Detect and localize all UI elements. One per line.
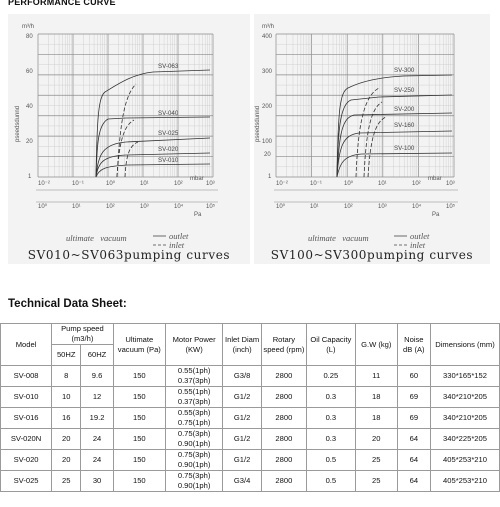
- cell-60hz: 30: [81, 471, 113, 492]
- x-tick-pa: 10⁰: [276, 204, 286, 210]
- motor-line-2: 0.75(1ph): [177, 418, 211, 427]
- col-header-gw: G.W (kg): [355, 324, 397, 366]
- curve-label-sv-025: SV-025: [158, 130, 179, 137]
- cell-noise: 69: [397, 387, 430, 408]
- cell-gw: 25: [355, 471, 397, 492]
- cell-60hz: 24: [81, 429, 113, 450]
- cell-gw: 18: [355, 387, 397, 408]
- x-tick-mbar: 10⁻²: [276, 181, 288, 187]
- cell-inlet: G3/8: [223, 366, 262, 387]
- y-unit-label: m³/h: [262, 24, 274, 30]
- cell-ultimate: 150: [113, 387, 165, 408]
- curve-label-sv-040: SV-040: [158, 110, 179, 117]
- cell-50hz: 20: [52, 450, 81, 471]
- cell-gw: 20: [355, 429, 397, 450]
- y-unit-label: m³/h: [22, 24, 34, 30]
- table-row: [1, 366, 500, 387]
- x-tick-mbar: 10⁰: [344, 181, 354, 187]
- motor-line-2: 0.90(1ph): [177, 439, 211, 448]
- technical-data-table: [0, 323, 500, 492]
- x-tick-mbar: 10⁻²: [38, 181, 50, 187]
- cell-dims: 405*253*210: [431, 450, 500, 471]
- cell-dims: 330*165*152: [431, 366, 500, 387]
- curve-label-sv-160: SV-160: [394, 122, 415, 129]
- cell-inlet: G1/2: [223, 429, 262, 450]
- cell-motor: [165, 450, 222, 471]
- motor-line-2: 0.37(3ph): [177, 376, 211, 385]
- y-tick: 100: [262, 139, 273, 145]
- cell-oil: 0.3: [306, 408, 355, 429]
- x-tick-pa: 10²: [106, 204, 115, 210]
- y-tick: 40: [26, 104, 33, 110]
- x-tick-mbar: 10⁻¹: [310, 181, 322, 187]
- cell-oil: 0.5: [306, 450, 355, 471]
- motor-line-1: 0.55(3ph): [177, 408, 211, 417]
- legend-ultimate-vacuum: ultimate vacuum: [308, 233, 369, 243]
- table-row: [1, 471, 500, 492]
- y-tick: 400: [262, 34, 273, 40]
- legend-inlet: inlet: [169, 240, 185, 250]
- legend-ultimate-vacuum: ultimate vacuum: [66, 233, 127, 243]
- cell-dims: 405*253*210: [431, 471, 500, 492]
- cell-rotary: 2800: [261, 450, 306, 471]
- cell-model: SV-008: [1, 366, 52, 387]
- y-axis-label: pseedsdunnd: [255, 105, 261, 142]
- cell-ultimate: 150: [113, 450, 165, 471]
- motor-line-2: 0.90(1ph): [177, 460, 211, 469]
- cell-rotary: 2800: [261, 366, 306, 387]
- cell-60hz: 12: [81, 387, 113, 408]
- x-tick-pa: 10²: [344, 204, 353, 210]
- x-tick-pa: 10⁴: [174, 204, 184, 210]
- y-axis-label: pseedsdunnd: [15, 105, 21, 142]
- cell-noise: 64: [397, 471, 430, 492]
- technical-data-title: Technical Data Sheet:: [8, 298, 127, 310]
- cell-model: SV-020: [1, 450, 52, 471]
- x-tick-mbar: 10²: [174, 181, 183, 187]
- x-unit-pa: Pa: [194, 212, 202, 218]
- motor-line-1: 0.55(1ph): [177, 387, 211, 396]
- cell-oil: 0.3: [306, 429, 355, 450]
- cell-model: SV-020N: [1, 429, 52, 450]
- cell-gw: 18: [355, 408, 397, 429]
- cell-gw: 25: [355, 450, 397, 471]
- col-header-model: Model: [1, 324, 52, 366]
- x-tick-pa: 10⁵: [206, 204, 216, 210]
- cell-motor: [165, 408, 222, 429]
- col-header-ultimate-vacuum: Ultimate vacuum (Pa): [113, 324, 165, 366]
- col-header-noise: Noise dB (A): [397, 324, 430, 366]
- cell-model: SV-010: [1, 387, 52, 408]
- col-header-inlet-diam: Inlet Diam (inch): [223, 324, 262, 366]
- motor-line-2: 0.90(1ph): [177, 481, 211, 490]
- x-tick-pa: 10⁰: [38, 204, 48, 210]
- legend-outlet: outlet: [169, 231, 189, 241]
- x-tick-mbar: 10⁻¹: [72, 181, 84, 187]
- curve-sv-063: [96, 70, 210, 177]
- y-tick: 200: [262, 104, 273, 110]
- curve-label-sv-250: SV-250: [394, 87, 415, 94]
- chart-left-curves: [96, 70, 210, 177]
- x-tick-pa: 10³: [140, 204, 149, 210]
- chart-left-caption: SV010~SV063pumping curves: [27, 248, 231, 262]
- cell-rotary: 2800: [261, 408, 306, 429]
- cell-model: SV-016: [1, 408, 52, 429]
- cell-50hz: 20: [52, 429, 81, 450]
- performance-chart-large-models: [254, 14, 490, 264]
- cell-oil: 0.5: [306, 471, 355, 492]
- cell-ultimate: 150: [113, 429, 165, 450]
- cell-inlet: G1/2: [223, 408, 262, 429]
- cell-noise: 69: [397, 408, 430, 429]
- y-tick: 20: [264, 152, 271, 158]
- x-tick-mbar: 10¹: [378, 181, 387, 187]
- cell-dims: 340*210*205: [431, 387, 500, 408]
- x-tick-mbar: 10²: [412, 181, 421, 187]
- x-tick-pa: 10¹: [310, 204, 319, 210]
- performance-chart-small-models: [8, 14, 250, 264]
- table-row: [1, 450, 500, 471]
- cell-inlet: G3/4: [223, 471, 262, 492]
- curve-label-sv-200: SV-200: [394, 106, 415, 113]
- table-row: [1, 408, 500, 429]
- curve-label-sv-063: SV-063: [158, 63, 179, 70]
- cell-motor: [165, 429, 222, 450]
- cell-ultimate: 150: [113, 408, 165, 429]
- y-tick: 1: [28, 174, 32, 180]
- cell-noise: 64: [397, 450, 430, 471]
- x-tick-mbar: 10¹: [140, 181, 149, 187]
- col-header-50hz: 50HZ: [52, 345, 81, 366]
- table-row: [1, 387, 500, 408]
- curve-label-sv-020: SV-020: [158, 146, 179, 153]
- col-header-oil-capacity: Oil Capacity (L): [306, 324, 355, 366]
- cell-oil: 0.3: [306, 387, 355, 408]
- x-tick-pa: 10⁵: [446, 204, 456, 210]
- chart-right-svg: [254, 14, 490, 264]
- cell-motor: [165, 387, 222, 408]
- cell-dims: 340*210*205: [431, 408, 500, 429]
- cell-motor: [165, 471, 222, 492]
- x-tick-mbar: 10³: [206, 181, 215, 187]
- x-tick-pa: 10¹: [72, 204, 81, 210]
- col-header-dimensions: Dimensions (mm): [431, 324, 500, 366]
- motor-line-1: 0.75(3ph): [177, 429, 211, 438]
- curve-sv-025: [96, 138, 210, 177]
- cell-motor: [165, 366, 222, 387]
- cell-noise: 64: [397, 429, 430, 450]
- cell-rotary: 2800: [261, 471, 306, 492]
- curve-label-sv-010: SV-010: [158, 157, 179, 164]
- motor-line-2: 0.37(3ph): [177, 397, 211, 406]
- cell-50hz: 10: [52, 387, 81, 408]
- cell-50hz: 25: [52, 471, 81, 492]
- chart-left-svg: [8, 14, 250, 264]
- cell-50hz: 8: [52, 366, 81, 387]
- cell-oil: 0.25: [306, 366, 355, 387]
- x-unit-pa: Pa: [432, 212, 440, 218]
- y-tick: 80: [26, 34, 33, 40]
- motor-line-1: 0.55(1ph): [177, 366, 211, 375]
- cell-noise: 60: [397, 366, 430, 387]
- y-tick: 1: [268, 174, 272, 180]
- cell-60hz: 24: [81, 450, 113, 471]
- cell-rotary: 2800: [261, 387, 306, 408]
- x-tick-pa: 10⁴: [412, 204, 422, 210]
- table-row: [1, 429, 500, 450]
- curve-dashed-025: [125, 142, 138, 177]
- cell-60hz: 19.2: [81, 408, 113, 429]
- chart-right-caption: SV100~SV300pumping curves: [270, 248, 474, 262]
- cell-dims: 340*225*205: [431, 429, 500, 450]
- cell-inlet: G1/2: [223, 450, 262, 471]
- cell-model: SV-025: [1, 471, 52, 492]
- cell-ultimate: 150: [113, 471, 165, 492]
- y-tick: 60: [26, 69, 33, 75]
- cell-50hz: 16: [52, 408, 81, 429]
- cell-gw: 11: [355, 366, 397, 387]
- cell-60hz: 9.6: [81, 366, 113, 387]
- col-header-pump-speed: Pump speed (m3/h): [52, 324, 114, 345]
- y-tick: 300: [262, 69, 273, 75]
- x-tick-mbar: 10⁰: [106, 181, 116, 187]
- motor-line-1: 0.75(3ph): [177, 471, 211, 480]
- x-unit-mbar: mbar: [190, 176, 204, 182]
- x-tick-mbar: 10³: [446, 181, 455, 187]
- section-title: PERFORMANCE CURVE: [8, 0, 116, 7]
- legend-inlet: inlet: [410, 240, 426, 250]
- curve-label-sv-300: SV-300: [394, 67, 415, 74]
- col-header-60hz: 60HZ: [81, 345, 113, 366]
- chart-left-curve-labels: [158, 63, 179, 164]
- col-header-motor-power: Motor Power (KW): [165, 324, 222, 366]
- curve-label-sv-100: SV-100: [394, 145, 415, 152]
- legend-outlet: outlet: [410, 231, 430, 241]
- cell-inlet: G1/2: [223, 387, 262, 408]
- x-unit-mbar: mbar: [428, 176, 442, 182]
- y-tick: 20: [26, 139, 33, 145]
- cell-ultimate: 150: [113, 366, 165, 387]
- cell-rotary: 2800: [261, 429, 306, 450]
- motor-line-1: 0.75(3ph): [177, 450, 211, 459]
- x-tick-pa: 10³: [378, 204, 387, 210]
- col-header-rotary-speed: Rotary speed (rpm): [261, 324, 306, 366]
